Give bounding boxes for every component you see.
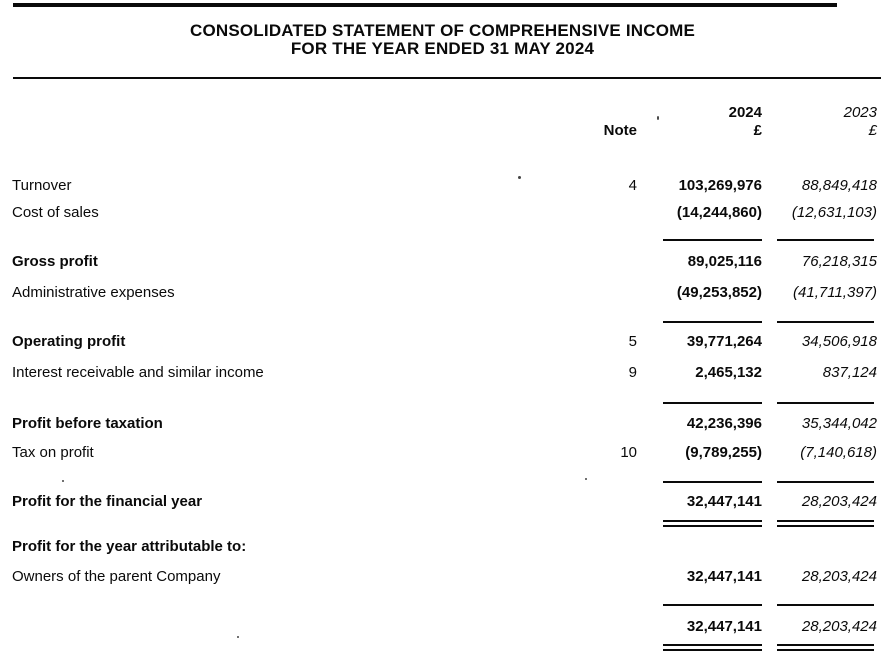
row-value-2024: 103,269,976 bbox=[678, 177, 762, 194]
row-label: Interest receivable and similar income bbox=[12, 364, 264, 381]
row-administrative-expenses bbox=[0, 283, 885, 303]
currency-header-2023: £ bbox=[868, 122, 877, 139]
row-value-2023: 88,849,418 bbox=[801, 177, 877, 194]
row-turnover bbox=[0, 176, 885, 196]
column-header-years bbox=[0, 103, 885, 123]
subtotal-rule-2023 bbox=[777, 321, 874, 323]
row-profit-before-taxation bbox=[0, 414, 885, 434]
row-value-2023: 837,124 bbox=[822, 364, 877, 381]
row-label: Gross profit bbox=[12, 253, 98, 270]
header-divider-rule bbox=[13, 77, 881, 79]
subtotal-rule-2023 bbox=[777, 402, 874, 404]
row-label: Profit before taxation bbox=[12, 415, 163, 432]
subtotal-rule-2024 bbox=[663, 481, 762, 483]
row-value-2024: 2,465,132 bbox=[695, 364, 762, 381]
row-label: Operating profit bbox=[12, 333, 126, 350]
row-value-2024: 32,447,141 bbox=[686, 568, 762, 585]
statement-period: FOR THE YEAR ENDED 31 MAY 2024 bbox=[290, 39, 595, 58]
scan-speck bbox=[518, 176, 521, 179]
subtotal-rule-2024 bbox=[663, 402, 762, 404]
statement-title: CONSOLIDATED STATEMENT OF COMPREHENSIVE INCOME bbox=[189, 21, 696, 40]
row-value-2023: 28,203,424 bbox=[801, 493, 877, 510]
row-label: Owners of the parent Company bbox=[12, 568, 221, 585]
total-double-rule-2023 bbox=[777, 520, 874, 527]
row-value-2024: (14,244,860) bbox=[676, 204, 762, 221]
row-value-2023: (7,140,618) bbox=[800, 444, 877, 461]
row-note: 4 bbox=[628, 177, 637, 194]
row-value-2024: 89,025,116 bbox=[687, 253, 762, 270]
row-note: 5 bbox=[628, 333, 637, 350]
scan-speck bbox=[237, 636, 239, 638]
scan-speck bbox=[657, 116, 659, 120]
row-attributable-heading bbox=[0, 537, 885, 557]
row-label: Tax on profit bbox=[12, 444, 94, 461]
row-value-2024: 39,771,264 bbox=[686, 333, 762, 350]
row-owners-of-parent bbox=[0, 567, 885, 587]
row-value-2024: (9,789,255) bbox=[685, 444, 762, 461]
column-header-2024: 2024 bbox=[728, 104, 762, 121]
row-note: 10 bbox=[620, 444, 637, 461]
column-header-units bbox=[0, 121, 885, 141]
top-border-rule bbox=[13, 3, 837, 7]
row-value-2023: (12,631,103) bbox=[791, 204, 877, 221]
row-operating-profit bbox=[0, 332, 885, 352]
subtotal-rule-2024 bbox=[663, 239, 762, 241]
scan-speck bbox=[585, 478, 587, 480]
total-double-rule-2023 bbox=[777, 644, 874, 651]
column-header-2023: 2023 bbox=[843, 104, 877, 121]
row-value-2023: (41,711,397) bbox=[793, 284, 877, 301]
currency-header-2024: £ bbox=[753, 122, 762, 139]
row-value-2024: 32,447,141 bbox=[686, 493, 762, 510]
scan-speck bbox=[62, 480, 64, 482]
row-tax-on-profit bbox=[0, 443, 885, 463]
row-interest-receivable bbox=[0, 363, 885, 383]
row-label: Administrative expenses bbox=[12, 284, 175, 301]
row-value-2023: 28,203,424 bbox=[801, 618, 877, 635]
row-gross-profit bbox=[0, 252, 885, 272]
row-value-2024: (49,253,852) bbox=[676, 284, 762, 301]
row-value-2023: 35,344,042 bbox=[801, 415, 877, 432]
row-value-2023: 28,203,424 bbox=[801, 568, 877, 585]
subtotal-rule-2024 bbox=[663, 321, 762, 323]
row-value-2023: 76,218,315 bbox=[801, 253, 877, 270]
row-profit-for-financial-year bbox=[0, 492, 885, 512]
subtotal-rule-2024 bbox=[663, 604, 762, 606]
total-double-rule-2024 bbox=[663, 520, 762, 527]
subtotal-rule-2023 bbox=[777, 239, 874, 241]
row-label: Profit for the year attributable to: bbox=[12, 538, 247, 555]
row-value-2023: 34,506,918 bbox=[801, 333, 877, 350]
row-label: Cost of sales bbox=[12, 204, 99, 221]
row-attributable-total bbox=[0, 617, 885, 637]
subtotal-rule-2023 bbox=[777, 481, 874, 483]
column-header-note: Note bbox=[603, 122, 637, 139]
row-value-2024: 42,236,396 bbox=[686, 415, 762, 432]
row-value-2024: 32,447,141 bbox=[686, 618, 762, 635]
row-label: Turnover bbox=[12, 177, 72, 194]
row-cost-of-sales bbox=[0, 203, 885, 223]
row-note: 9 bbox=[628, 364, 637, 381]
subtotal-rule-2023 bbox=[777, 604, 874, 606]
total-double-rule-2024 bbox=[663, 644, 762, 651]
row-label: Profit for the financial year bbox=[12, 493, 203, 510]
